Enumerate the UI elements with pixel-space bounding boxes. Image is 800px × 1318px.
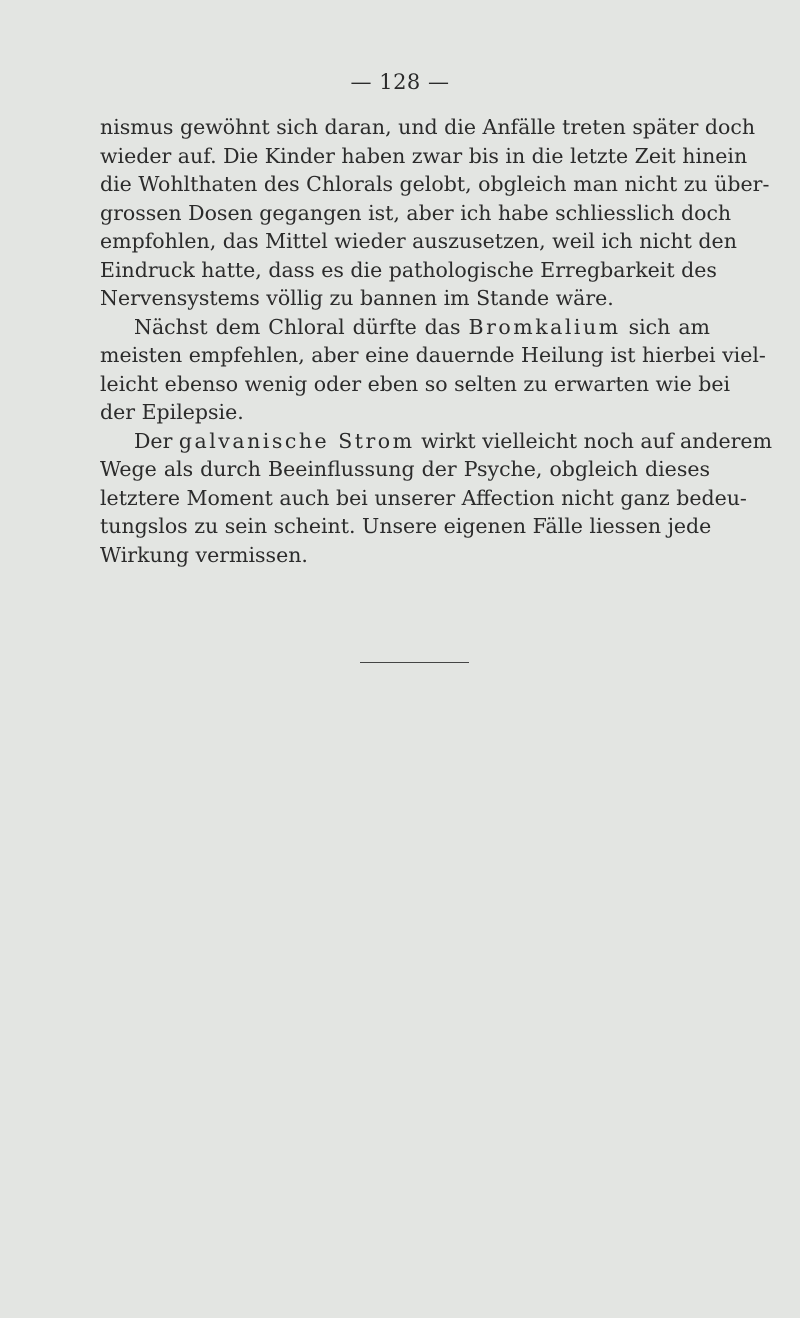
text-line: wieder auf. Die Kinder haben zwar bis in die letzte Zeit hinein — [100, 143, 748, 168]
text-line: Wege als durch Beeinflussung der Psyche, obgleich dieses — [100, 457, 710, 481]
text-line — [100, 313, 710, 342]
text-line: leicht ebenso wenig oder eben so selten zu erwarten wie bei — [100, 371, 731, 396]
body-text — [100, 113, 773, 569]
text-line: meisten empfehlen, aber eine dauernde Heilung ist hierbei viel- — [100, 343, 766, 367]
page-number: — 128 — — [350, 70, 450, 94]
emphasized-term: galvanische Strom — [178, 428, 415, 453]
text-line: der Epilepsie. — [100, 400, 244, 424]
text-line: empfohlen, das Mittel wieder auszusetzen, weil ich nicht den — [100, 229, 737, 253]
text-run: wirkt vielleicht noch auf anderem — [414, 428, 773, 453]
section-divider — [360, 662, 469, 663]
text-run: sich am — [620, 314, 710, 339]
text-line: Eindruck hatte, dass es die pathologische Erregbarkeit des — [100, 257, 717, 282]
text-line: nismus gewöhnt sich daran, und die Anfälle treten später doch — [100, 115, 756, 139]
text-line: letztere Moment auch bei unserer Affection nicht ganz bedeu- — [100, 485, 747, 510]
text-line: grossen Dosen gegangen ist, aber ich habe schliesslich doch — [100, 200, 732, 225]
text-line: Nervensystems völlig zu bannen im Stande wäre. — [100, 286, 614, 310]
text-line — [100, 427, 773, 456]
text-line: die Wohlthaten des Chlorals gelobt, obgleich man nicht zu über- — [100, 172, 770, 196]
text-line: tungslos zu sein scheint. Unsere eigenen Fälle liessen jede — [100, 514, 712, 538]
text-run: Nächst dem Chloral dürfte das — [134, 314, 469, 339]
text-line: Wirkung vermissen. — [100, 542, 308, 567]
emphasized-term: Bromkalium — [468, 314, 621, 339]
text-run: Der — [134, 428, 179, 453]
